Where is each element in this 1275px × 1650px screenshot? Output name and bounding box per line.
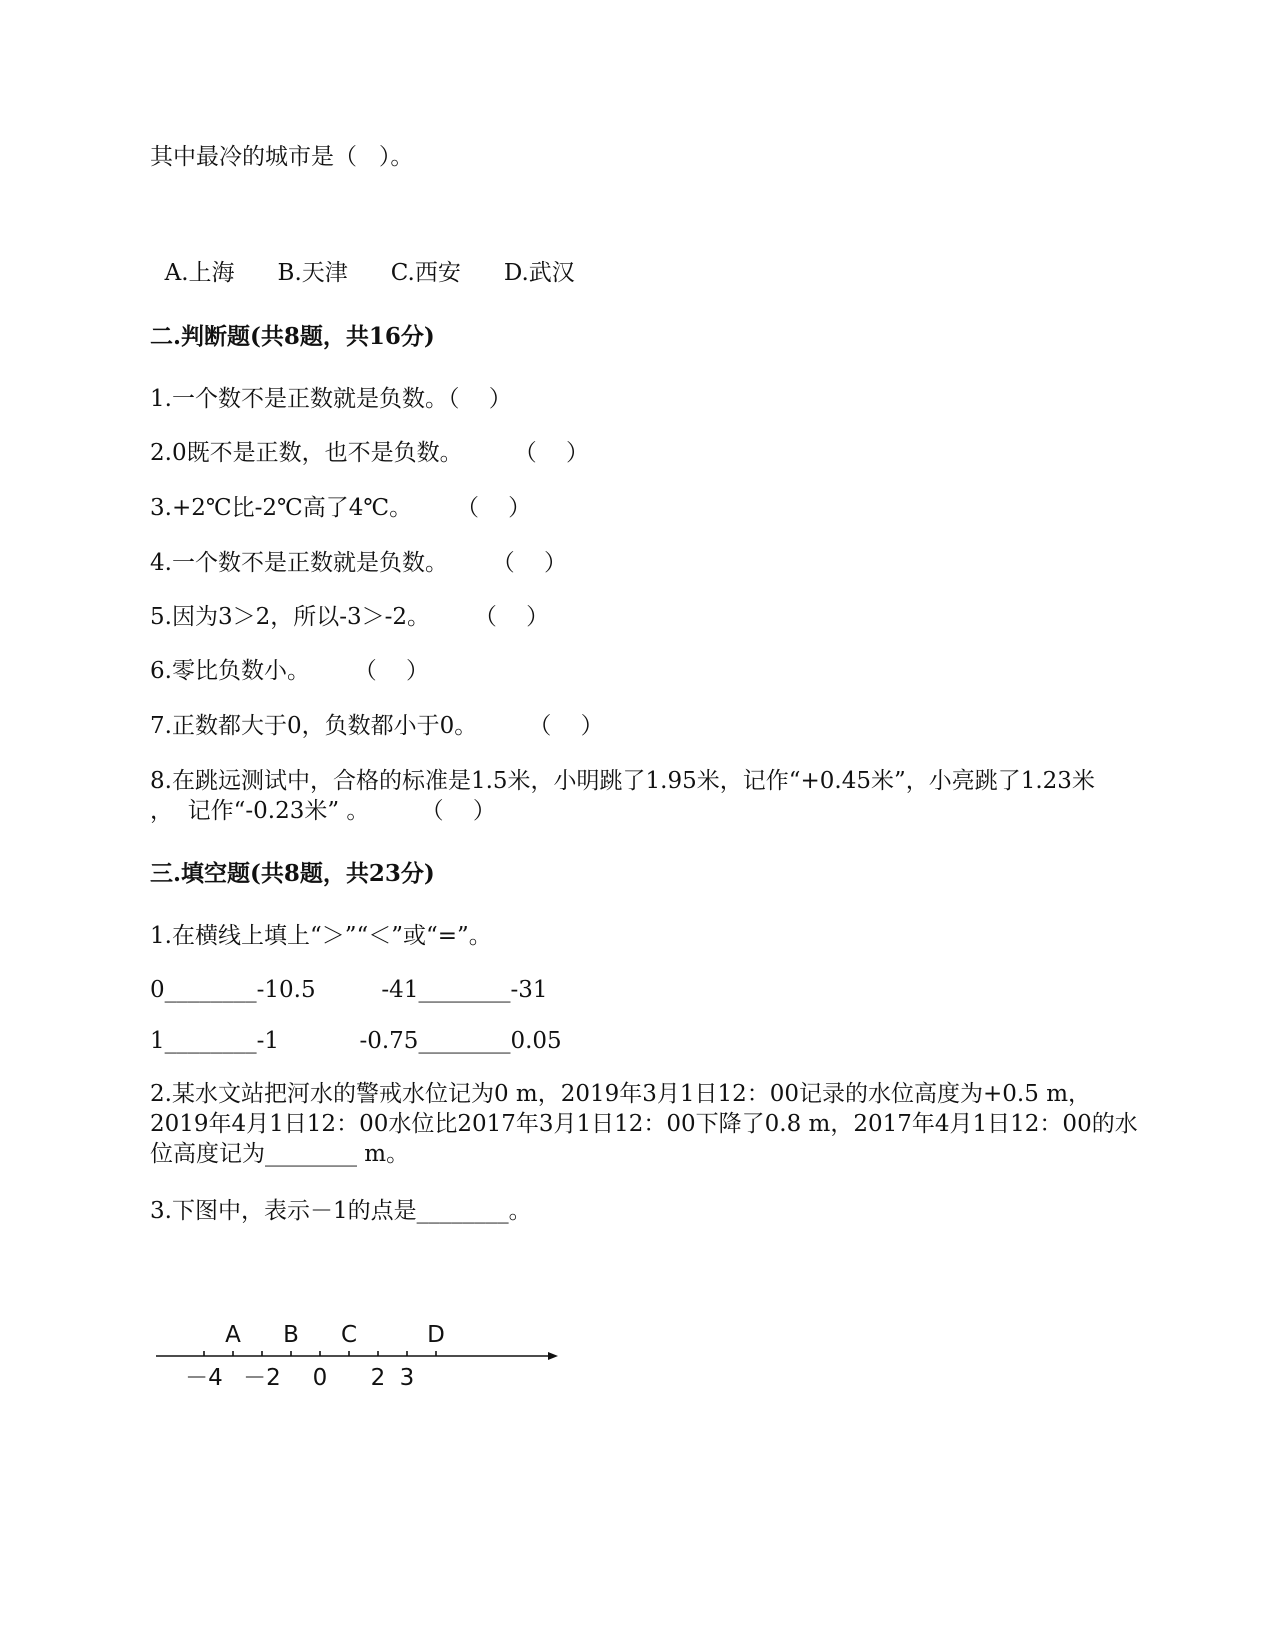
- tf-item-7: 7.正数都大于0，负数都小于0。 （ ）: [150, 713, 604, 739]
- number-line-tick-label: －4: [185, 1365, 223, 1390]
- section-title-true-false: 二.判断题(共8题，共16分): [150, 323, 435, 350]
- question-stem-coldest-city: 其中最冷的城市是（ ）。: [150, 144, 414, 170]
- number-line-figure: [150, 1310, 570, 1390]
- number-line-tick-label: 3: [399, 1365, 415, 1390]
- number-line-tick-label: 0: [312, 1365, 328, 1390]
- number-line-point-label: A: [225, 1322, 241, 1348]
- option-a: A.上海: [164, 260, 235, 286]
- fill-q2-line-3: 位高度记为________ m。: [150, 1141, 410, 1167]
- tf-item-5: 5.因为3＞2，所以-3＞-2。 （ ）: [150, 604, 550, 630]
- option-d: D.武汉: [503, 260, 575, 286]
- tf-item-1: 1.一个数不是正数就是负数。（ ）: [150, 386, 512, 412]
- fill-q1-row-2: 1________-1 -0.75________0.05: [150, 1028, 562, 1054]
- fill-q2-line-1: 2.某水文站把河水的警戒水位记为0 m，2019年3月1日12：00记录的水位高度为+0.5 m，: [150, 1081, 1092, 1107]
- number-line-point-label: B: [283, 1322, 299, 1348]
- tf-item-8-line-1: 8.在跳远测试中，合格的标准是1.5米，小明跳了1.95米，记作“+0.45米”，小亮跳了1.23米: [150, 768, 1095, 794]
- tf-item-8-line-2: ， 记作“-0.23米” 。 （ ）: [150, 798, 496, 824]
- tf-item-2: 2.0既不是正数，也不是负数。 （ ）: [150, 440, 589, 466]
- section-title-fill-blank: 三.填空题(共8题，共23分): [150, 860, 435, 887]
- number-line-tick-label: －2: [243, 1365, 281, 1390]
- fill-q1-stem: 1.在横线上填上“＞”“＜”或“=”。: [150, 923, 492, 949]
- fill-q3-stem: 3.下图中，表示－1的点是________。: [150, 1198, 532, 1224]
- option-b: B.天津: [277, 260, 348, 286]
- answer-options: [150, 228, 575, 288]
- tf-item-3: 3.+2℃比-2℃高了4℃。 （ ）: [150, 495, 532, 521]
- option-c: C.西安: [390, 260, 461, 286]
- tf-item-4: 4.一个数不是正数就是负数。 （ ）: [150, 550, 568, 576]
- number-line-tick-label: 2: [370, 1365, 386, 1390]
- number-line-points: [225, 1322, 445, 1348]
- fill-q2-line-2: 2019年4月1日12：00水位比2017年3月1日12：00下降了0.8 m，2017年4月1日12：00的水: [150, 1111, 1138, 1137]
- number-line-point-label: C: [340, 1322, 358, 1348]
- number-line-point-label: D: [427, 1322, 445, 1348]
- fill-q1-row-1: 0________-10.5 -41________-31: [150, 977, 548, 1003]
- number-line-arrow-icon: [548, 1352, 558, 1360]
- tf-item-6: 6.零比负数小。 （ ）: [150, 658, 430, 684]
- number-line-ticks: [185, 1351, 436, 1390]
